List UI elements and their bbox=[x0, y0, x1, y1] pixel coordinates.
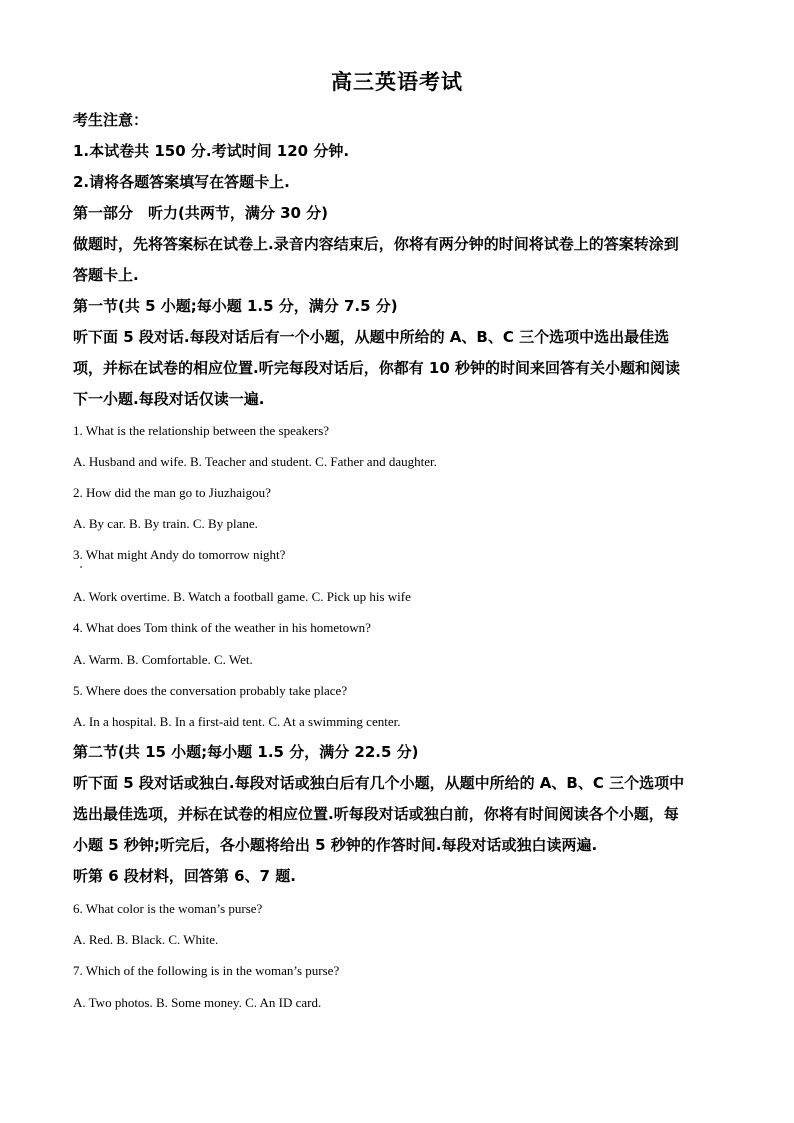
question-2: 2. How did the man go to Jiuzhaigou? bbox=[73, 485, 271, 500]
page-title: 高三英语考试 bbox=[331, 70, 463, 94]
options-5: A. In a hospital. B. In a first-aid tent. C. At a swimming center. bbox=[73, 714, 401, 729]
part1-instruction-line-2: 答题卡上. bbox=[73, 266, 139, 284]
notice-heading: 考生注意： bbox=[73, 111, 149, 129]
section1-instruction-line-3: 下一小题.每段对话仅读一遍. bbox=[73, 390, 265, 408]
question-5: 5. Where does the conversation probably take place? bbox=[73, 683, 348, 698]
stray-mark bbox=[80, 566, 82, 568]
part1-instruction-line-1: 做题时，先将答案标在试卷上.录音内容结束后，你将有两分钟的时间将试卷上的答案转涂到 bbox=[73, 235, 679, 253]
options-6: A. Red. B. Black. C. White. bbox=[73, 932, 219, 947]
options-1: A. Husband and wife. B. Teacher and student. C. Father and daughter. bbox=[73, 454, 437, 469]
section1-instruction-line-1: 听下面 5 段对话.每段对话后有一个小题，从题中所给的 A、B、C 三个选项中选出最佳选 bbox=[73, 328, 670, 346]
options-7: A. Two photos. B. Some money. C. An ID card. bbox=[73, 995, 322, 1010]
section1-heading: 第一节(共 5 小题;每小题 1.5 分，满分 7.5 分) bbox=[73, 297, 398, 315]
section2-instruction-line-2: 选出最佳选项，并标在试卷的相应位置.听每段对话或独白前，你将有时间阅读各个小题，每 bbox=[73, 805, 679, 823]
part1-heading: 第一部分 听力(共两节，满分 30 分) bbox=[73, 204, 329, 222]
question-4: 4. What does Tom think of the weather in his hometown? bbox=[73, 620, 371, 635]
section2-instruction-line-1: 听下面 5 段对话或独白.每段对话或独白后有几个小题，从题中所给的 A、B、C 三个选项中 bbox=[73, 774, 685, 792]
question-6: 6. What color is the woman’s purse? bbox=[73, 901, 263, 916]
notice-item-2: 2.请将各题答案填写在答题卡上. bbox=[73, 173, 290, 191]
options-2: A. By car. B. By train. C. By plane. bbox=[73, 516, 258, 531]
section2-instruction-line-3: 小题 5 秒钟;听完后，各小题将给出 5 秒钟的作答时间.每段对话或独白读两遍. bbox=[73, 836, 598, 854]
question-1: 1. What is the relationship between the speakers? bbox=[73, 423, 330, 438]
section2-heading: 第二节(共 15 小题;每小题 1.5 分，满分 22.5 分) bbox=[73, 743, 419, 761]
section1-instruction-line-2: 项，并标在试卷的相应位置.听完每段对话后，你都有 10 秒钟的时间来回答有关小题和阅读 bbox=[73, 359, 681, 377]
question-7: 7. Which of the following is in the woman’s purse? bbox=[73, 963, 340, 978]
options-3: A. Work overtime. B. Watch a football game. C. Pick up his wife bbox=[73, 589, 411, 604]
options-4: A. Warm. B. Comfortable. C. Wet. bbox=[73, 652, 253, 667]
segment6-heading: 听第 6 段材料，回答第 6、7 题. bbox=[73, 867, 296, 885]
notice-item-1: 1.本试卷共 150 分.考试时间 120 分钟. bbox=[73, 142, 350, 160]
question-3: 3. What might Andy do tomorrow night? bbox=[73, 547, 286, 562]
